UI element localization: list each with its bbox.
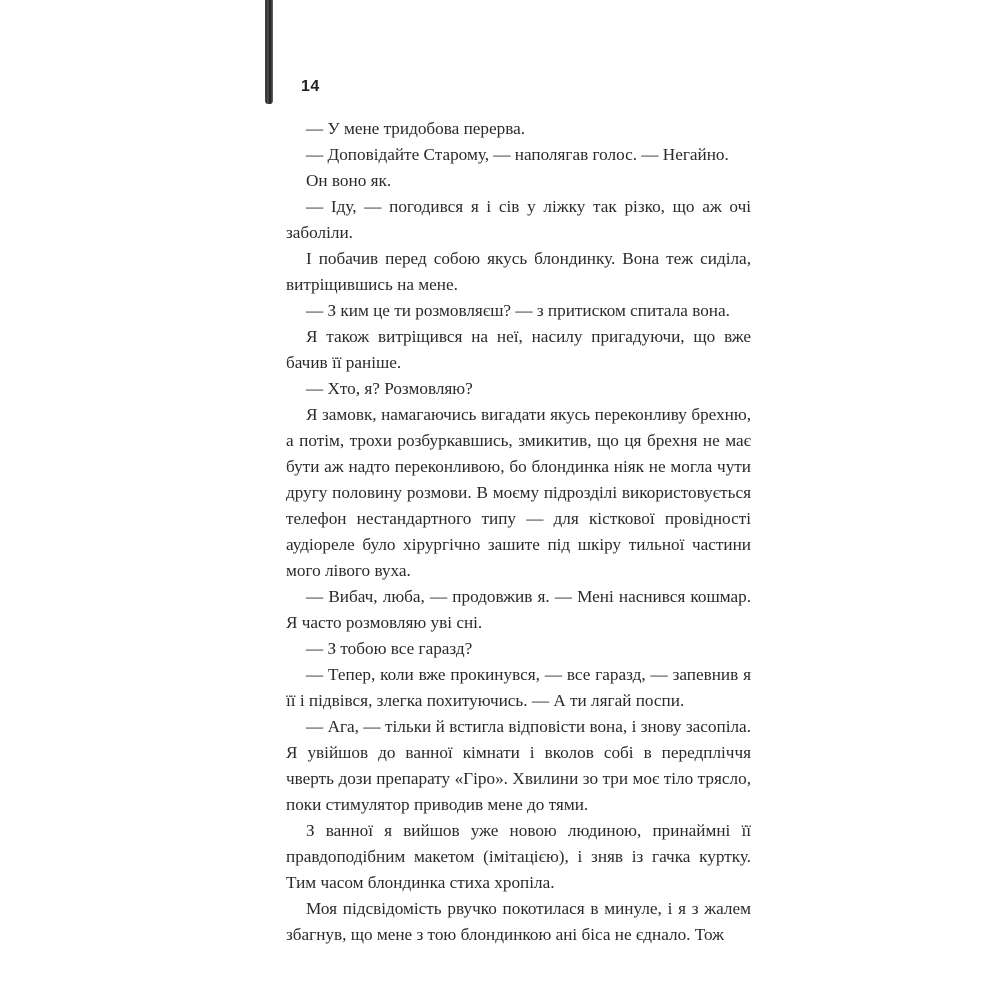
paragraph: — Вибач, люба, — продовжив я. — Мені наснився кошмар. Я часто розмовляю уві сні. <box>286 587 751 632</box>
paragraph: Я також витріщився на неї, насилу пригадуючи, що вже бачив її раніше. <box>286 327 751 372</box>
paragraph: І побачив перед собою якусь блондинку. Вона теж сиділа, витріщившись на мене. <box>286 249 751 294</box>
paragraph: — Тепер, коли вже прокинувся, — все гаразд, — запевнив я її і підвівся, злегка похитуючись. — А ти лягай поспи. <box>286 665 751 710</box>
paragraph: Он воно як. <box>306 171 392 190</box>
text-block <box>286 116 751 948</box>
page-number: 14 <box>301 78 320 95</box>
paragraph: Я замовк, намагаючись вигадати якусь переконливу брехню, а потім, трохи розбуркавшись, змикитив, що ця брехня не має бути аж надто переконливою, бо блондинка ніяк не могла чути другу половину розмови. В моєму підрозділі використовується телефон нестандартного типу — для кісткової провідності аудіореле було хірургічно зашите під шкіру тильної частини мого лівого вуха. <box>286 405 751 580</box>
paragraph: — Ага, — тільки й встигла відповісти вона, і знову засопіла. Я увійшов до ванної кімнати і вколов собі в передпліччя чверть дози препарату «Гіро». Хвилини зо три моє тіло трясло, поки стимулятор приводив мене до тями. <box>286 717 751 814</box>
paragraph: — Хто, я? Розмовляю? <box>306 379 473 398</box>
page-edge-mark <box>265 0 273 104</box>
paragraph: — Доповідайте Старому, — наполягав голос. — Негайно. <box>306 145 729 164</box>
paragraph: — З тобою все гаразд? <box>306 639 473 658</box>
paragraph: З ванної я вийшов уже новою людиною, принаймні її правдоподібним макетом (імітацією), і зняв із гачка куртку. Тим часом блондинка стиха хропіла. <box>286 821 751 892</box>
paragraph: — Іду, — погодився я і сів у ліжку так різко, що аж очі заболіли. <box>286 197 751 242</box>
paragraph: — У мене тридобова перерва. <box>306 119 526 138</box>
paragraph: Моя підсвідомість рвучко покотилася в минуле, і я з жалем збагнув, що мене з тою блондинкою ані біса не єднало. Тож <box>286 899 751 944</box>
paragraph: — З ким це ти розмовляєш? — з притиском спитала вона. <box>306 301 730 320</box>
